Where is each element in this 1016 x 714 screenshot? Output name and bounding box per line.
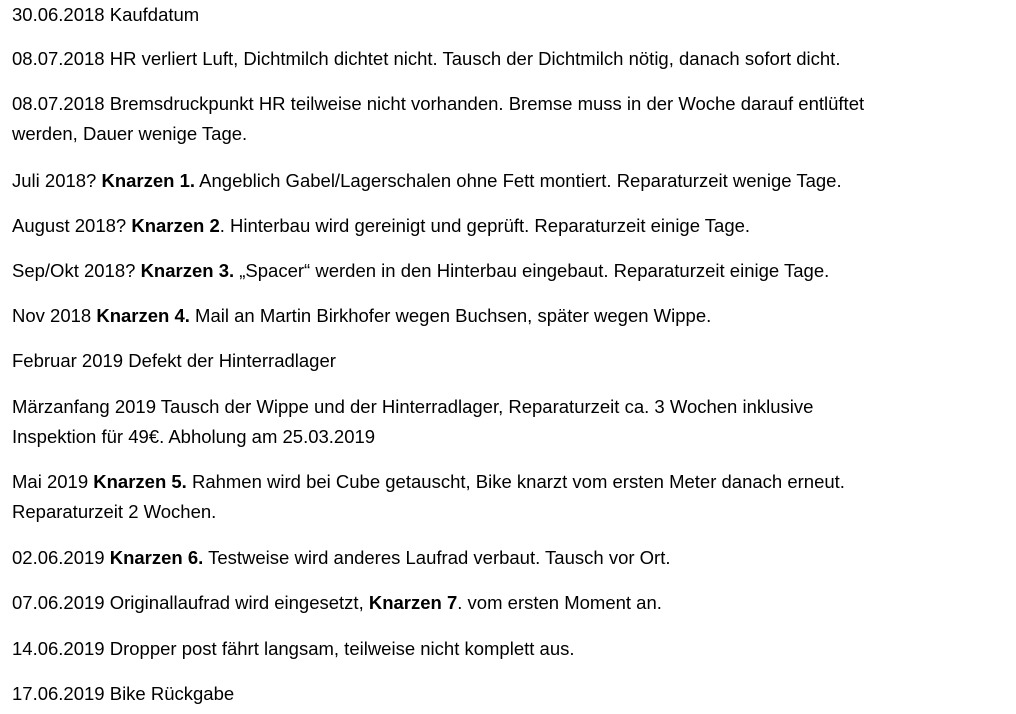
entry-line — [12, 467, 1002, 497]
entry-line — [12, 0, 1002, 30]
entry-line — [12, 301, 1002, 331]
text-run: 02.06.2019 — [12, 547, 110, 568]
entry-11 — [12, 543, 1002, 573]
entry-9 — [12, 392, 1002, 452]
text-run: Mai 2019 — [12, 471, 94, 492]
text-run: 08.07.2018 HR verliert Luft, Dichtmilch dichtet nicht. Tausch der Dichtmilch nötig, danach sofort dicht. — [12, 48, 841, 69]
entry-line — [12, 256, 1002, 286]
entry-4 — [12, 166, 1002, 196]
text-run: Angeblich Gabel/Lagerschalen ohne Fett montiert. Reparaturzeit wenige Tage. — [195, 170, 842, 191]
entry-line — [12, 543, 1002, 573]
text-run: Februar 2019 Defekt der Hinterradlager — [12, 350, 336, 371]
entry-line — [12, 634, 1002, 664]
entry-13 — [12, 634, 1002, 664]
knarzen-label: Knarzen 4. — [96, 305, 190, 326]
entry-7 — [12, 301, 1002, 331]
text-run: 17.06.2019 Bike Rückgabe — [12, 683, 235, 704]
entry-line — [12, 392, 1002, 422]
text-run: Inspektion für 49€. Abholung am 25.03.2019 — [12, 426, 376, 447]
text-run: 07.06.2019 Originallaufrad wird eingesetzt, — [12, 592, 369, 613]
text-run: Testweise wird anderes Laufrad verbaut. Tausch vor Ort. — [203, 547, 671, 568]
entry-6 — [12, 256, 1002, 286]
text-run: August 2018? — [12, 215, 132, 236]
entry-2 — [12, 44, 1002, 74]
knarzen-label: Knarzen 6. — [109, 547, 204, 568]
text-run: werden, Dauer wenige Tage. — [12, 123, 248, 144]
entry-3 — [12, 89, 1002, 149]
entry-line — [12, 211, 1002, 241]
entry-line — [12, 119, 1002, 149]
knarzen-label: Knarzen 5. — [93, 471, 187, 492]
entry-12 — [12, 588, 1002, 618]
knarzen-label: Knarzen 7 — [368, 592, 458, 613]
entry-line — [12, 679, 1002, 709]
knarzen-label: Knarzen 1. — [101, 170, 196, 191]
text-run: 08.07.2018 Bremsdruckpunkt HR teilweise nicht vorhanden. Bremse muss in der Woche darauf entlüftet — [12, 93, 865, 114]
entry-10 — [12, 467, 1002, 527]
entry-14 — [12, 679, 1002, 709]
text-run: Mail an Martin Birkhofer wegen Buchsen, später wegen Wippe. — [189, 305, 712, 326]
text-run: Märzanfang 2019 Tausch der Wippe und der Hinterradlager, Reparaturzeit ca. 3 Wochen inklusive — [12, 396, 814, 417]
entry-line — [12, 497, 1002, 527]
text-run: Reparaturzeit 2 Wochen. — [12, 501, 217, 522]
entry-line — [12, 346, 1002, 376]
text-run: „Spacer“ werden in den Hinterbau eingebaut. Reparaturzeit einige Tage. — [234, 260, 830, 281]
entry-line — [12, 422, 1002, 452]
entry-8 — [12, 346, 1002, 376]
entry-line — [12, 588, 1002, 618]
entry-1 — [12, 0, 1002, 30]
text-run: Rahmen wird bei Cube getauscht, Bike knarzt vom ersten Meter danach erneut. — [186, 471, 845, 492]
text-run: Sep/Okt 2018? — [12, 260, 141, 281]
text-run: 30.06.2018 Kaufdatum — [12, 4, 200, 25]
knarzen-label: Knarzen 3. — [140, 260, 235, 281]
text-run: Juli 2018? — [12, 170, 102, 191]
entry-line — [12, 166, 1002, 196]
text-run: Nov 2018 — [12, 305, 97, 326]
entry-5 — [12, 211, 1002, 241]
text-run: . Hinterbau wird gereinigt und geprüft. Reparaturzeit einige Tage. — [219, 215, 751, 236]
entry-line — [12, 89, 1002, 119]
text-run: . vom ersten Moment an. — [457, 592, 662, 613]
entry-line — [12, 44, 1002, 74]
knarzen-label: Knarzen 2 — [131, 215, 220, 236]
text-run: 14.06.2019 Dropper post fährt langsam, teilweise nicht komplett aus. — [12, 638, 575, 659]
